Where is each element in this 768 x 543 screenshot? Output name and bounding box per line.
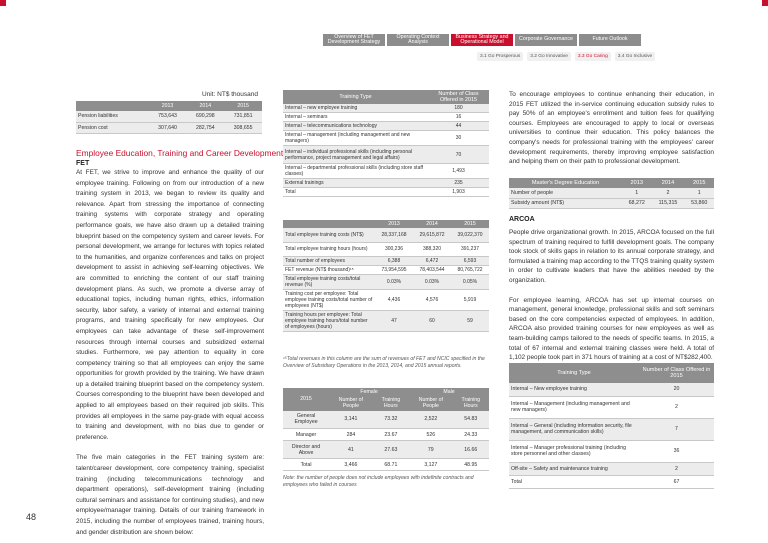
table-row (283, 459, 489, 471)
cell: 3,466 (329, 459, 373, 471)
row-label: Total number of employees (283, 256, 375, 265)
paragraph: At FET, we strive to improve and enhance the quality of our employee training. Following on from our introduction of a new training system in 2013, we began to review its quality and relevance. Apart from stressing the importance of connecting training systems with corporate strategy and operating performance goals, we have also drawn up a detailed training blueprint based on the competency system and career levels. For personal development, we arrange for lectures with topics related to the humanities, and organize conferences and talks on project development to assist in achieving self-learning objectives. We are committed to enriching the content of our staff training development plans. As such, we promote a diverse array of educational topics, including human rights, ethics, information security, labor safety, a variety of internal and external training programs, and training specifically for new employees. Our employees can take advantage of these self-improvement resources through internal courses and subsidized external studies. Furthermore, we pay attention to equality in core competency training so that all employees can enjoy the same opportunities for growth provided by the training. We have drawn up a detailed training blueprint based on the competency system. Courses corresponding to the blueprint have been developed and applied to all employees based on their required job skills. This provides all employees in the same pay-grade with equal access to training and development, with no bias due to gender or preference. (76, 169, 264, 441)
cell: 3,141 (329, 411, 373, 429)
cell: 48.95 (453, 459, 489, 471)
table-header: 2015 (224, 101, 262, 111)
cell: 300,236 (375, 242, 413, 256)
cell: 27.63 (373, 441, 409, 459)
cell: 20 (639, 383, 714, 396)
cell: 28,337,168 (375, 228, 413, 242)
cell: 391,237 (451, 242, 489, 256)
cell: 1 (622, 188, 651, 198)
sub-nav (477, 52, 655, 61)
cell: 5,919 (451, 289, 489, 310)
row-label: Off-site – Safety and maintenance training (509, 462, 639, 475)
table-row (509, 440, 714, 462)
table-row (509, 188, 714, 198)
cell: 2,522 (409, 411, 453, 429)
nav-tab-operating-context[interactable]: Operating Context Analysis (387, 34, 449, 46)
nav-tab-corporate-governance[interactable]: Corporate Governance (515, 34, 577, 46)
gender-training-table (283, 388, 489, 471)
cell: 0.03% (413, 274, 451, 289)
cell: 1 (685, 188, 714, 198)
fet-heading: FET (76, 160, 90, 167)
cell: 0.03% (375, 274, 413, 289)
table-header: 2013 (149, 101, 187, 111)
cell: 115,315 (651, 198, 684, 208)
row-label: Internal – management (including management and new managers) (283, 131, 428, 146)
cell: 2 (639, 462, 714, 475)
subnav-tab-caring[interactable]: 3.3 Go Caring (575, 52, 611, 61)
cell: 67 (639, 475, 714, 488)
table-header (76, 101, 149, 111)
nav-tab-overview[interactable]: Overview of FET Development Strategy (323, 34, 385, 46)
table-header: Training Hours (373, 396, 409, 410)
table-row (283, 242, 489, 256)
cell: 0.05% (451, 274, 489, 289)
table-header: 2015 (451, 220, 489, 228)
arcoa-body (509, 228, 714, 363)
table-row (283, 188, 489, 197)
corner-marker-right (762, 0, 768, 6)
table-row (283, 146, 489, 164)
row-label: Total employee training costs (NT$) (283, 228, 375, 242)
cell: 690,298 (186, 111, 224, 122)
cell: 4,436 (375, 289, 413, 310)
cell: 54.83 (453, 411, 489, 429)
cell: 24.33 (453, 429, 489, 441)
cell: 39,022,370 (451, 228, 489, 242)
cell: 753,643 (149, 111, 187, 122)
table-header: 2013 (375, 220, 413, 228)
gender-note: Note: the number of people does not include employees with indefinite contracts and employees who failed in courses (283, 475, 474, 488)
row-label: FET revenue (NT$ thousand)¹⁵ (283, 265, 375, 274)
table-header: Training Type (509, 363, 639, 383)
row-label: Number of people (509, 188, 622, 198)
row-label: Total (509, 475, 639, 488)
cell: 73.32 (373, 411, 409, 429)
cell: 2 (651, 188, 684, 198)
table-header: Number of People (409, 396, 453, 410)
training-cost-table (283, 220, 489, 332)
table-row (76, 111, 262, 122)
table-header: 2014 (186, 101, 224, 111)
cell: 16.66 (453, 441, 489, 459)
cell: 29,615,872 (413, 228, 451, 242)
row-label: Total employee training costs/total revenue (%) (283, 274, 375, 289)
cell: 1,493 (428, 164, 489, 179)
table-header: Female (329, 388, 409, 396)
table-row (283, 122, 489, 131)
cell: 6,472 (413, 256, 451, 265)
table-row (283, 441, 489, 459)
table-row (283, 310, 489, 331)
table-header: 2014 (651, 178, 684, 188)
cell: 180 (428, 104, 489, 113)
footnote: ¹⁵Total revenues in this column are the sum of revenues of FET and NCIC specified in the Overview of Subsidiary Operations in the 2013, 2014, and 2015 annual reports. (283, 356, 485, 369)
cell: 284 (329, 429, 373, 441)
row-label: Total (283, 188, 428, 197)
cell: 80,765,722 (451, 265, 489, 274)
cell: 1,903 (428, 188, 489, 197)
row-label: Internal – New employee training (509, 383, 639, 396)
table-row (509, 396, 714, 418)
cell: 6,388 (375, 256, 413, 265)
cell: 70 (428, 146, 489, 164)
cell: 59 (451, 310, 489, 331)
top-nav (323, 34, 641, 46)
table-header: Male (409, 388, 489, 396)
table-row (283, 429, 489, 441)
cell: 16 (428, 113, 489, 122)
subsidy-paragraph: To encourage employees to continue enhancing their education, in 2015 FET utilized the in-service continuing education subsidy rules to pay 50% of an employee's enrollment and tuition fees for qualifying courses. Employees are encouraged to apply to local or overseas universities to continue their education. This policy balances the company's needs for professional training with the employees' career development requirements, thereby improving employee satisfaction and helping them on their path to professional development. (509, 91, 714, 166)
cell: 60 (413, 310, 451, 331)
table-row (283, 289, 489, 310)
nav-tab-future-outlook[interactable]: Future Outlook (579, 34, 641, 46)
cell: 388,320 (413, 242, 451, 256)
training-type-table (283, 90, 489, 197)
cell: 41 (329, 441, 373, 459)
table-row (283, 256, 489, 265)
table-row (509, 383, 714, 396)
table-header: 2014 (413, 220, 451, 228)
table-row (283, 274, 489, 289)
row-label: Total (283, 459, 329, 471)
row-label: Internal – telecommunications technology (283, 122, 428, 131)
table-header: Number of People (329, 396, 373, 410)
row-label: Internal – individual professional skills (including personal performance, project management and legal affairs) (283, 146, 428, 164)
cell: 47 (375, 310, 413, 331)
row-label: Subsidy amount (NT$) (509, 198, 622, 208)
cell: 235 (428, 179, 489, 188)
table-header: 2015 (685, 178, 714, 188)
arcoa-training-table (509, 363, 714, 489)
row-label: Total employee training hours (hours) (283, 242, 375, 256)
subnav-tab-inclusive[interactable]: 3.4 Go Inclusive (615, 52, 655, 61)
table-row (509, 418, 714, 440)
cell: 53,860 (685, 198, 714, 208)
table-row (283, 411, 489, 429)
cell: 6,593 (451, 256, 489, 265)
table-row (283, 113, 489, 122)
table-header: Number of Class Offered in 2015 (639, 363, 714, 383)
subnav-tab-innovative[interactable]: 3.2 Go Innovative (527, 52, 571, 61)
section-title: Employee Education, Training and Career Development (76, 148, 284, 158)
cell: 308,655 (224, 122, 262, 133)
row-label: Training hours per employee: Total employee training hours/total number of employees (hours) (283, 310, 375, 331)
paragraph: For employee learning, ARCOA has set up internal courses on management, general knowledge, professional skills and soft seminars based on the core competencies expected of employees. In addition, ARCOA also provided training courses for new employees as well as team-building camps tailored to the needs of specific teams. In 2015, a total of 67 internal and external training classes were held. A total of 1,102 people took part in 371 hours of training at a cost of NT$282,400. (509, 296, 714, 362)
table-row (283, 164, 489, 179)
paragraph: People drive organizational growth. In 2015, ARCOA focused on the full spectrum of training required to fulfill development goals. The company took stock of skills gaps in relation to its annual corporate strategy, and formulated a training map according to the TTQS training quality system in order to cultivate leaders that have the abilities needed by the organization. (509, 229, 714, 284)
table-row (283, 179, 489, 188)
row-label: Manager (283, 429, 329, 441)
cell: 731,851 (224, 111, 262, 122)
corner-marker-left (0, 0, 6, 6)
cell: 3,127 (409, 459, 453, 471)
table-header: Master's Degree Education (509, 178, 622, 188)
row-label: Director and Above (283, 441, 329, 459)
cell: 79 (409, 441, 453, 459)
cell: 78,403,544 (413, 265, 451, 274)
cell: 68,272 (622, 198, 651, 208)
table-header: Number of Class Offered in 2015 (428, 90, 489, 104)
subnav-tab-prosperous[interactable]: 3.1 Go Prosperous (477, 52, 523, 61)
table-row (509, 475, 714, 488)
row-label: External trainings (283, 179, 428, 188)
cell: 4,576 (413, 289, 451, 310)
table-row (76, 122, 262, 133)
row-label: Internal – Manager professional training (including store personnel and other classes) (509, 440, 639, 462)
row-label: Internal – departmental professional skills (including store staff classes) (283, 164, 428, 179)
cell: 2 (639, 396, 714, 418)
paragraph: The five main categories in the FET training system are: talent/career development, core competency training, specialist training (including telecommunications technology and department operations), self-development training (including cultural seminars and assistance for continuing studies), and new employee/manager training. Details of our training framework in 2015, including the number of employees trained, training hours, and gender distribution are shown below: (76, 454, 264, 536)
row-label: General Employee (283, 411, 329, 429)
nav-tab-business-strategy[interactable]: Business Strategy and Operational Model (451, 34, 513, 46)
cell: 44 (428, 122, 489, 131)
masters-degree-table (509, 178, 714, 209)
row-label: Internal – Management (including management and new managers) (509, 396, 639, 418)
cell: 36 (639, 440, 714, 462)
table-header: Training Type (283, 90, 428, 104)
row-label: Internal – General (including information security, file management, and communication skills) (509, 418, 639, 440)
fet-body (76, 168, 264, 538)
cell: 307,640 (149, 122, 187, 133)
pension-table (76, 101, 262, 134)
cell: 68.71 (373, 459, 409, 471)
row-label: Pension liabilities (76, 111, 149, 122)
table-header: 2013 (622, 178, 651, 188)
table-row (283, 131, 489, 146)
table-header: Training Hours (453, 396, 489, 410)
cell: 23.67 (373, 429, 409, 441)
table-row (283, 104, 489, 113)
row-label: Internal – new employee training (283, 104, 428, 113)
cell: 526 (409, 429, 453, 441)
cell: 30 (428, 131, 489, 146)
cell: 73,954,595 (375, 265, 413, 274)
table-row (283, 228, 489, 242)
row-label: Internal – seminars (283, 113, 428, 122)
table-row (509, 198, 714, 208)
cell: 7 (639, 418, 714, 440)
unit-label: Unit: NT$ thousand (201, 91, 258, 98)
table-header: 2015 (283, 388, 329, 411)
table-header (283, 220, 375, 228)
table-row (509, 462, 714, 475)
row-label: Training cost per employee: Total employee training costs/total number of employees (NT$) (283, 289, 375, 310)
row-label: Pension cost (76, 122, 149, 133)
page-number: 48 (26, 512, 37, 522)
arcoa-heading: ARCOA (509, 216, 535, 223)
table-row (283, 265, 489, 274)
cell: 282,754 (186, 122, 224, 133)
